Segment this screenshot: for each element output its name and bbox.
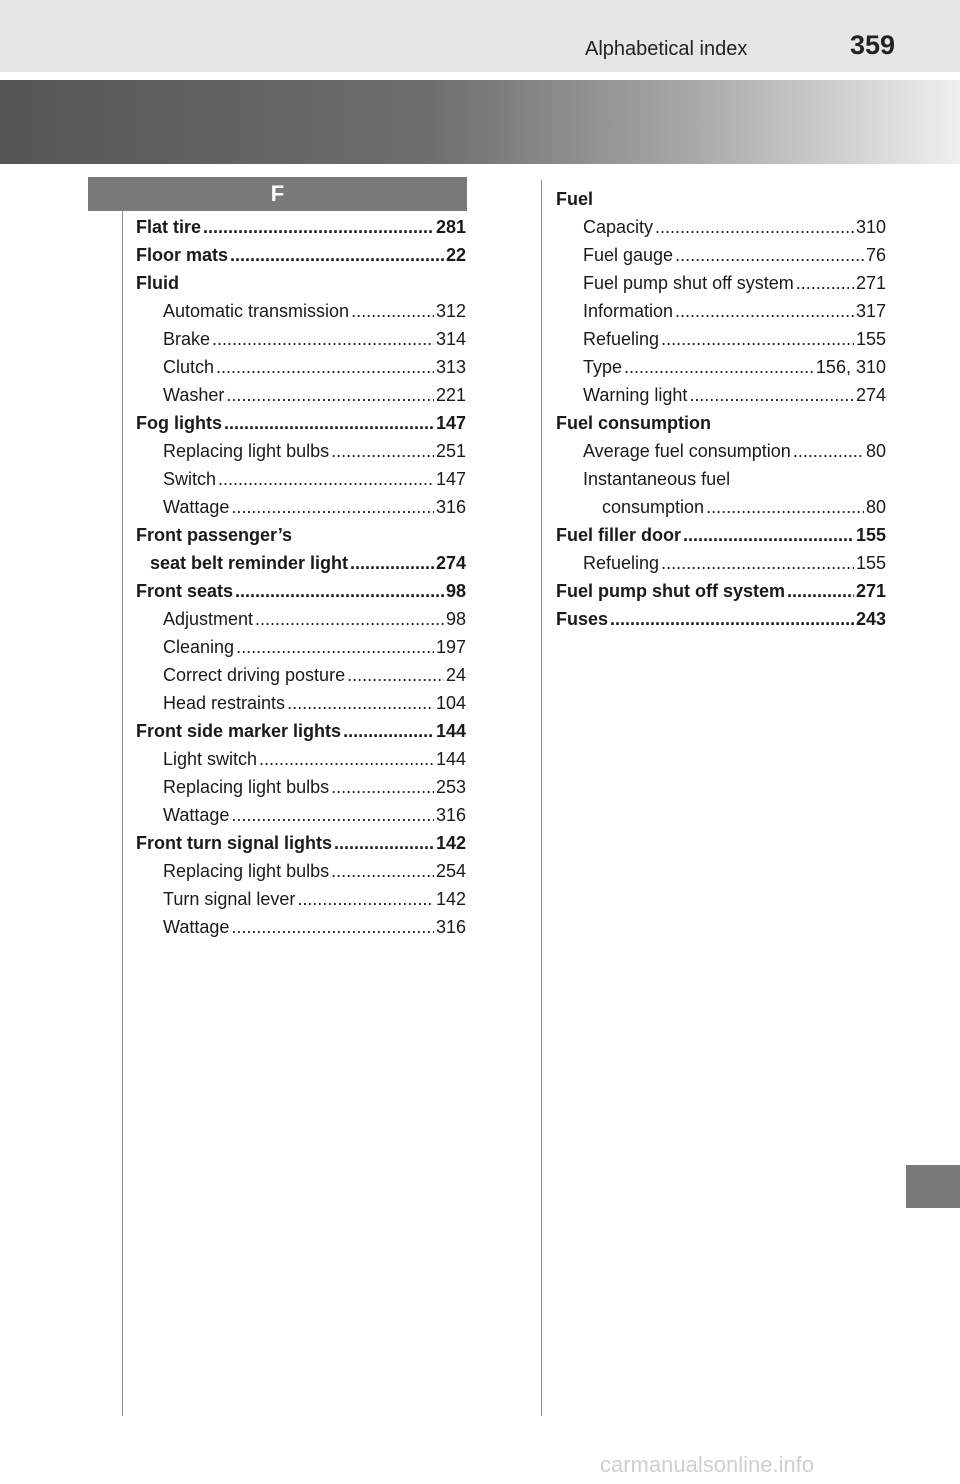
entry-page-number: 253: [435, 777, 466, 797]
entry-page-number: 155: [855, 525, 886, 545]
entry-label: Adjustment: [163, 609, 254, 629]
entry-page-number: 98: [445, 609, 466, 629]
leader-dots: [347, 661, 444, 689]
index-entry: [136, 269, 466, 297]
entry-label: Cleaning: [163, 637, 235, 657]
leader-dots: [610, 605, 854, 633]
index-subentry: [556, 269, 886, 297]
leader-dots: [218, 465, 434, 493]
entry-label: Refueling: [583, 329, 660, 349]
leader-dots: [331, 437, 434, 465]
entry-page-number: 243: [855, 609, 886, 629]
index-subentry: [556, 241, 886, 269]
leader-dots: [334, 829, 434, 857]
page-title: Alphabetical index: [585, 38, 748, 60]
entry-page-number: 144: [435, 721, 466, 741]
entry-page-number: 24: [445, 665, 466, 685]
column-divider-middle: [541, 180, 542, 1416]
index-subentry: [136, 689, 466, 717]
entry-page-number: 147: [435, 413, 466, 433]
index-entry: [556, 185, 886, 213]
entry-label: Flat tire: [136, 217, 202, 237]
leader-dots: [683, 521, 854, 549]
leader-dots: [343, 717, 434, 745]
column-divider-left: [122, 211, 123, 1416]
entry-label: Fog lights: [136, 413, 222, 433]
index-entry: [556, 605, 886, 633]
entry-page-number: 271: [855, 581, 886, 601]
entry-page-number: 316: [435, 805, 466, 825]
index-subentry: [136, 885, 466, 913]
entry-page-number: 316: [435, 497, 466, 517]
leader-dots: [231, 801, 434, 829]
index-subentry: [136, 633, 466, 661]
entry-page-number: 317: [855, 301, 886, 321]
entry-page-number: 98: [445, 581, 466, 601]
entry-label: Washer: [163, 385, 225, 405]
leader-dots: [203, 213, 434, 241]
entry-page-number: 155: [855, 329, 886, 349]
leader-dots: [675, 297, 854, 325]
entry-page-number: 310: [855, 217, 886, 237]
leader-dots: [655, 213, 854, 241]
entry-label: Brake: [163, 329, 211, 349]
index-subentry: [556, 437, 886, 465]
entry-label: Fluid: [136, 273, 179, 293]
leader-dots: [212, 325, 434, 353]
entry-page-number: 22: [445, 245, 466, 265]
entry-label: Warning light: [583, 385, 688, 405]
index-entry: [136, 829, 466, 857]
entry-label: Information: [583, 301, 674, 321]
entry-label: Type: [583, 357, 623, 377]
index-subentry: [556, 297, 886, 325]
entry-label: Wattage: [163, 497, 230, 517]
index-subentry: [136, 437, 466, 465]
entry-label: Fuel gauge: [583, 245, 674, 265]
index-entry: [136, 409, 466, 437]
entry-page-number: 155: [855, 553, 886, 573]
index-subentry: [136, 773, 466, 801]
entry-page-number: 80: [865, 497, 886, 517]
entry-label: Light switch: [163, 749, 258, 769]
index-subentry: [136, 465, 466, 493]
leader-dots: [235, 577, 444, 605]
leader-dots: [675, 241, 864, 269]
entry-label: Head restraints: [163, 693, 286, 713]
leader-dots: [231, 913, 434, 941]
entry-label: Fuel pump shut off system: [556, 581, 786, 601]
entry-page-number: 156, 310: [815, 357, 886, 377]
page-number: 359: [850, 30, 896, 60]
leader-dots: [689, 381, 854, 409]
entry-label: Front seats: [136, 581, 234, 601]
index-subentry: [136, 353, 466, 381]
index-entry: [136, 521, 466, 549]
entry-label: Wattage: [163, 805, 230, 825]
leader-dots: [331, 857, 434, 885]
leader-dots: [297, 885, 434, 913]
index-subentry: [556, 353, 886, 381]
leader-dots: [230, 241, 444, 269]
entry-page-number: 314: [435, 329, 466, 349]
leader-dots: [661, 549, 854, 577]
leader-dots: [255, 605, 444, 633]
entry-page-number: 313: [435, 357, 466, 377]
index-subentry: [136, 605, 466, 633]
index-subentry: [136, 297, 466, 325]
entry-label: Fuel: [556, 189, 594, 209]
entry-label: Capacity: [583, 217, 654, 237]
chapter-tab: [906, 1165, 960, 1208]
leader-dots: [624, 353, 814, 381]
entry-page-number: 274: [855, 385, 886, 405]
leader-dots: [350, 549, 434, 577]
entry-page-number: 274: [435, 553, 466, 573]
entry-page-number: 221: [435, 385, 466, 405]
leader-dots: [793, 437, 864, 465]
index-entry: [136, 213, 466, 241]
entry-label: Fuel filler door: [556, 525, 682, 545]
entry-page-number: 147: [435, 469, 466, 489]
index-subentry: [136, 381, 466, 409]
index-subentry: [136, 325, 466, 353]
entry-page-number: 251: [435, 441, 466, 461]
leader-dots: [236, 633, 434, 661]
index-entry: [136, 577, 466, 605]
entry-label: Front turn signal lights: [136, 833, 332, 853]
index-subentry: [136, 549, 466, 577]
entry-label: Floor mats: [136, 245, 229, 265]
index-column-1: [136, 213, 466, 941]
leader-dots: [787, 577, 854, 605]
index-entry: [556, 577, 886, 605]
index-entry: [136, 241, 466, 269]
entry-page-number: 104: [435, 693, 466, 713]
entry-page-number: 316: [435, 917, 466, 937]
index-subentry: [556, 381, 886, 409]
leader-dots: [226, 381, 434, 409]
leader-dots: [706, 493, 864, 521]
entry-label: Replacing light bulbs: [163, 777, 330, 797]
entry-label: Replacing light bulbs: [163, 861, 330, 881]
entry-page-number: 80: [865, 441, 886, 461]
index-subentry: [556, 493, 886, 521]
entry-label: Fuel pump shut off system: [583, 273, 794, 293]
entry-label: Instantaneous fuel: [583, 469, 731, 489]
entry-label: consumption: [602, 497, 705, 517]
entry-page-number: 142: [435, 889, 466, 909]
entry-page-number: 281: [435, 217, 466, 237]
index-subentry: [136, 493, 466, 521]
leader-dots: [216, 353, 434, 381]
entry-label: Fuel consumption: [556, 413, 711, 433]
index-subentry: [556, 465, 886, 493]
leader-dots: [661, 325, 854, 353]
entry-page-number: 197: [435, 637, 466, 657]
index-subentry: [136, 913, 466, 941]
entry-label: Correct driving posture: [163, 665, 346, 685]
leader-dots: [231, 493, 434, 521]
entry-label: Average fuel consumption: [583, 441, 791, 461]
decorative-band: [0, 80, 960, 164]
index-subentry: [136, 857, 466, 885]
entry-label: seat belt reminder light: [150, 553, 349, 573]
index-column-2: [556, 185, 886, 633]
entry-label: Front passenger’s: [136, 525, 293, 545]
index-subentry: [556, 325, 886, 353]
entry-label: Automatic transmission: [163, 301, 350, 321]
entry-label: Clutch: [163, 357, 215, 377]
leader-dots: [351, 297, 434, 325]
index-subentry: [136, 661, 466, 689]
index-subentry: [136, 745, 466, 773]
entry-label: Replacing light bulbs: [163, 441, 330, 461]
entry-page-number: 312: [435, 301, 466, 321]
entry-label: Refueling: [583, 553, 660, 573]
page-header: [0, 0, 960, 72]
entry-label: Wattage: [163, 917, 230, 937]
entry-label: Front side marker lights: [136, 721, 342, 741]
leader-dots: [224, 409, 434, 437]
leader-dots: [287, 689, 434, 717]
entry-label: Turn signal lever: [163, 889, 296, 909]
index-subentry: [136, 801, 466, 829]
entry-page-number: 144: [435, 749, 466, 769]
entry-page-number: 142: [435, 833, 466, 853]
index-entry: [556, 409, 886, 437]
entry-label: Fuses: [556, 609, 609, 629]
index-subentry: [556, 549, 886, 577]
leader-dots: [796, 269, 854, 297]
entry-page-number: 76: [865, 245, 886, 265]
leader-dots: [331, 773, 434, 801]
index-subentry: [556, 213, 886, 241]
entry-page-number: 271: [855, 273, 886, 293]
watermark: carmanualsonline.info: [600, 1452, 815, 1477]
entry-page-number: 254: [435, 861, 466, 881]
index-entry: [556, 521, 886, 549]
entry-label: Switch: [163, 469, 217, 489]
section-letter-header: F: [88, 177, 467, 211]
index-entry: [136, 717, 466, 745]
leader-dots: [259, 745, 434, 773]
